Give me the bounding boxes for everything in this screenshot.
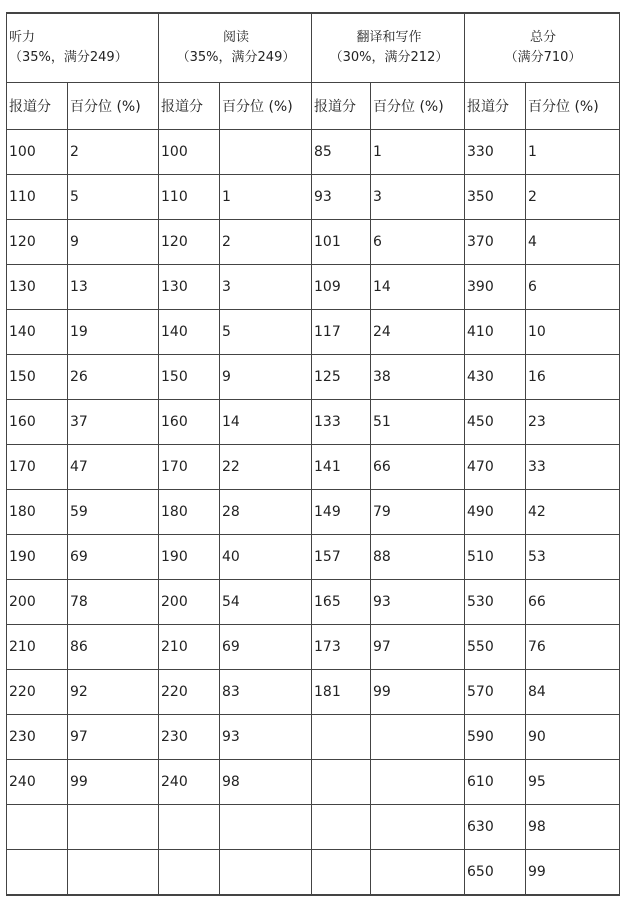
table-cell: 650 — [465, 850, 526, 896]
table-cell: 590 — [465, 715, 526, 760]
table-cell — [312, 805, 371, 850]
table-cell: 120 — [159, 220, 220, 265]
column-header-score: 报道分 — [465, 83, 526, 130]
table-cell: 190 — [7, 535, 68, 580]
section-header-row — [7, 13, 620, 83]
table-cell: 93 — [371, 580, 465, 625]
table-cell: 180 — [159, 490, 220, 535]
table-cell: 133 — [312, 400, 371, 445]
table-cell: 490 — [465, 490, 526, 535]
table-cell — [159, 805, 220, 850]
table-cell: 150 — [7, 355, 68, 400]
table-cell: 1 — [371, 130, 465, 175]
column-header-score: 报道分 — [312, 83, 371, 130]
table-cell — [7, 850, 68, 896]
table-cell: 550 — [465, 625, 526, 670]
table-cell: 110 — [159, 175, 220, 220]
column-header-percentile: 百分位 (%) — [526, 83, 620, 130]
table-cell: 570 — [465, 670, 526, 715]
table-cell: 110 — [7, 175, 68, 220]
table-cell: 117 — [312, 310, 371, 355]
table-body — [7, 130, 620, 896]
table-cell: 26 — [68, 355, 159, 400]
table-cell: 3 — [220, 265, 312, 310]
table-cell: 470 — [465, 445, 526, 490]
table-row — [7, 850, 620, 896]
section-title: 翻译和写作 — [356, 30, 422, 45]
table-cell: 5 — [68, 175, 159, 220]
table-row — [7, 355, 620, 400]
section-header-translation-writing — [312, 13, 465, 83]
column-header-row — [7, 83, 620, 130]
table-cell: 181 — [312, 670, 371, 715]
column-header-percentile: 百分位 (%) — [68, 83, 159, 130]
table-cell: 330 — [465, 130, 526, 175]
table-cell: 150 — [159, 355, 220, 400]
table-cell: 88 — [371, 535, 465, 580]
table-cell: 99 — [526, 850, 620, 896]
column-header-percentile: 百分位 (%) — [371, 83, 465, 130]
table-cell: 630 — [465, 805, 526, 850]
table-cell: 230 — [7, 715, 68, 760]
table-cell: 47 — [68, 445, 159, 490]
table-row — [7, 625, 620, 670]
table-cell: 19 — [68, 310, 159, 355]
table-cell: 210 — [159, 625, 220, 670]
table-row — [7, 400, 620, 445]
table-cell — [7, 805, 68, 850]
table-cell: 66 — [371, 445, 465, 490]
table-row — [7, 310, 620, 355]
table-cell: 170 — [7, 445, 68, 490]
table-cell: 4 — [526, 220, 620, 265]
section-header-reading — [159, 13, 312, 83]
table-cell: 6 — [371, 220, 465, 265]
table-cell: 120 — [7, 220, 68, 265]
table-cell: 53 — [526, 535, 620, 580]
table-cell: 390 — [465, 265, 526, 310]
table-row — [7, 805, 620, 850]
table-cell: 51 — [371, 400, 465, 445]
table-cell: 10 — [526, 310, 620, 355]
table-cell: 370 — [465, 220, 526, 265]
table-cell: 98 — [220, 760, 312, 805]
table-cell: 99 — [371, 670, 465, 715]
table-cell: 42 — [526, 490, 620, 535]
table-cell: 101 — [312, 220, 371, 265]
table-cell: 2 — [220, 220, 312, 265]
table-cell: 14 — [371, 265, 465, 310]
table-row — [7, 760, 620, 805]
table-cell: 9 — [220, 355, 312, 400]
table-cell — [312, 760, 371, 805]
table-row — [7, 130, 620, 175]
table-cell: 410 — [465, 310, 526, 355]
table-cell — [220, 850, 312, 896]
table-cell: 93 — [312, 175, 371, 220]
table-cell: 530 — [465, 580, 526, 625]
table-row — [7, 715, 620, 760]
table-cell — [159, 850, 220, 896]
table-cell: 6 — [526, 265, 620, 310]
table-row — [7, 220, 620, 265]
table-row — [7, 265, 620, 310]
table-cell: 33 — [526, 445, 620, 490]
table-cell: 141 — [312, 445, 371, 490]
table-cell — [371, 805, 465, 850]
column-header-score: 报道分 — [159, 83, 220, 130]
table-cell: 450 — [465, 400, 526, 445]
section-header-listening — [7, 13, 159, 83]
table-cell: 510 — [465, 535, 526, 580]
column-header-percentile: 百分位 (%) — [220, 83, 312, 130]
table-cell: 98 — [526, 805, 620, 850]
table-row — [7, 670, 620, 715]
section-subtitle: （30%，满分212） — [329, 50, 449, 65]
section-subtitle: （35%，满分249） — [9, 50, 128, 65]
table-cell: 1 — [220, 175, 312, 220]
section-title: 阅读 — [222, 30, 249, 45]
table-cell: 76 — [526, 625, 620, 670]
table-cell: 99 — [68, 760, 159, 805]
table-cell: 83 — [220, 670, 312, 715]
table-cell — [220, 130, 312, 175]
section-subtitle: （35%，满分249） — [176, 50, 296, 65]
table-cell: 23 — [526, 400, 620, 445]
table-row — [7, 535, 620, 580]
table-cell: 79 — [371, 490, 465, 535]
table-cell: 220 — [7, 670, 68, 715]
table-cell: 230 — [159, 715, 220, 760]
table-cell: 100 — [159, 130, 220, 175]
section-title: 总分 — [530, 30, 557, 45]
table-cell: 160 — [159, 400, 220, 445]
table-row — [7, 580, 620, 625]
table-cell: 170 — [159, 445, 220, 490]
table-cell — [68, 850, 159, 896]
table-cell: 95 — [526, 760, 620, 805]
table-cell: 13 — [68, 265, 159, 310]
table-cell: 14 — [220, 400, 312, 445]
table-cell: 109 — [312, 265, 371, 310]
table-cell: 610 — [465, 760, 526, 805]
table-row — [7, 490, 620, 535]
table-cell: 165 — [312, 580, 371, 625]
table-cell — [68, 805, 159, 850]
table-cell: 38 — [371, 355, 465, 400]
table-cell: 59 — [68, 490, 159, 535]
table-cell: 54 — [220, 580, 312, 625]
table-cell: 16 — [526, 355, 620, 400]
table-cell: 130 — [159, 265, 220, 310]
table-cell: 86 — [68, 625, 159, 670]
table-cell: 24 — [371, 310, 465, 355]
table-cell: 92 — [68, 670, 159, 715]
table-cell: 220 — [159, 670, 220, 715]
table-cell: 9 — [68, 220, 159, 265]
table-cell: 190 — [159, 535, 220, 580]
table-cell: 140 — [7, 310, 68, 355]
table-cell: 78 — [68, 580, 159, 625]
table-cell: 69 — [68, 535, 159, 580]
table-row — [7, 175, 620, 220]
table-cell: 200 — [159, 580, 220, 625]
table-cell: 130 — [7, 265, 68, 310]
table-cell: 140 — [159, 310, 220, 355]
table-cell: 37 — [68, 400, 159, 445]
table-cell: 28 — [220, 490, 312, 535]
table-cell: 200 — [7, 580, 68, 625]
score-table-container — [6, 12, 620, 896]
table-cell: 1 — [526, 130, 620, 175]
table-cell — [371, 850, 465, 896]
table-cell — [220, 805, 312, 850]
table-cell — [312, 715, 371, 760]
table-cell: 240 — [159, 760, 220, 805]
table-cell: 85 — [312, 130, 371, 175]
table-cell: 350 — [465, 175, 526, 220]
table-cell: 40 — [220, 535, 312, 580]
table-cell — [371, 715, 465, 760]
table-cell: 66 — [526, 580, 620, 625]
table-cell: 22 — [220, 445, 312, 490]
table-cell: 90 — [526, 715, 620, 760]
section-subtitle: （满分710） — [504, 50, 582, 65]
table-cell: 180 — [7, 490, 68, 535]
table-cell: 100 — [7, 130, 68, 175]
column-header-score: 报道分 — [7, 83, 68, 130]
table-cell: 210 — [7, 625, 68, 670]
table-cell: 157 — [312, 535, 371, 580]
table-cell: 93 — [220, 715, 312, 760]
table-cell: 84 — [526, 670, 620, 715]
section-header-total — [465, 13, 620, 83]
table-cell: 125 — [312, 355, 371, 400]
table-cell: 3 — [371, 175, 465, 220]
table-cell: 160 — [7, 400, 68, 445]
table-cell: 97 — [371, 625, 465, 670]
table-cell — [371, 760, 465, 805]
table-cell: 430 — [465, 355, 526, 400]
table-cell: 97 — [68, 715, 159, 760]
table-cell: 240 — [7, 760, 68, 805]
section-title: 听力 — [9, 30, 36, 45]
table-cell: 149 — [312, 490, 371, 535]
table-row — [7, 445, 620, 490]
table-cell: 2 — [68, 130, 159, 175]
table-cell — [312, 850, 371, 896]
score-percentile-table — [6, 12, 620, 896]
table-cell: 2 — [526, 175, 620, 220]
table-cell: 173 — [312, 625, 371, 670]
table-cell: 69 — [220, 625, 312, 670]
table-cell: 5 — [220, 310, 312, 355]
